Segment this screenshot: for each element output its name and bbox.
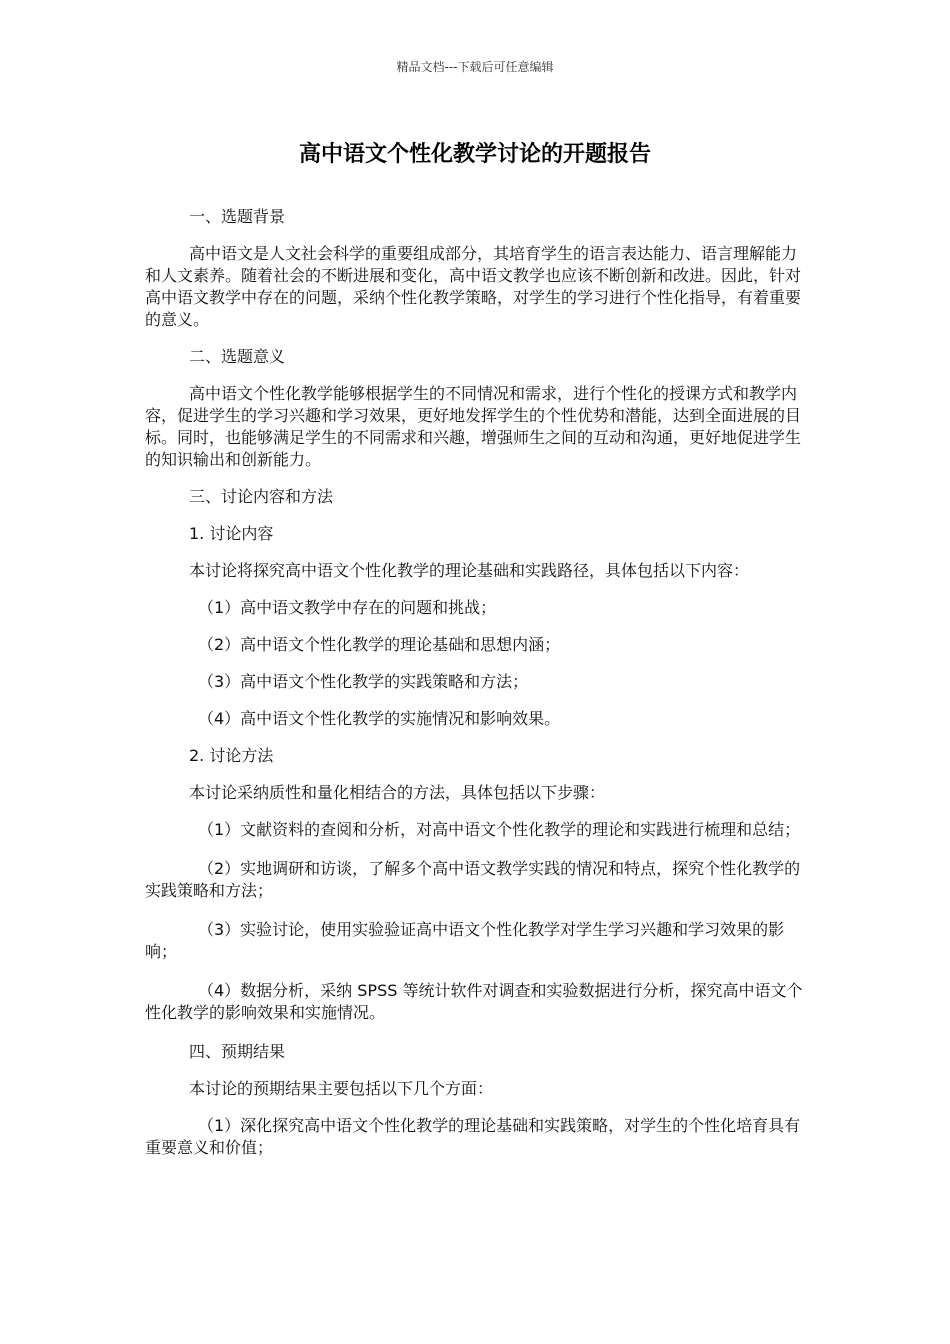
paragraph: 本讨论采纳质性和量化相结合的方法，具体包括以下步骤：: [189, 783, 606, 802]
subsection-heading: 1. 讨论内容: [189, 524, 274, 543]
paragraph: 本讨论将探究高中语文个性化教学的理论基础和实践路径，具体包括以下内容：: [189, 561, 750, 580]
list-item: （3）高中语文个性化教学的实践策略和方法；: [198, 672, 529, 691]
list-item: （1）高中语文教学中存在的问题和挑战；: [198, 598, 497, 617]
section-heading: 二、选题意义: [189, 347, 286, 366]
section-heading: 一、选题背景: [189, 207, 286, 226]
list-item: （4）高中语文个性化教学的实施情况和影响效果。: [198, 709, 561, 728]
paragraph: 高中语文是人文社会科学的重要组成部分，其培育学生的语言表达能力、语言理解能力和人文素养。随着社会的不断进展和变化，高中语文教学也应该不断创新和改进。因此，针对高中语文教学中存在的问题，采纳个性化教学策略，对学生的学习进行个性化指导，有着重要的意义。: [145, 244, 802, 329]
page-header: 精品文档---下载后可任意编辑: [396, 60, 554, 74]
document-title: 高中语文个性化教学讨论的开题报告: [298, 142, 651, 167]
subsection-heading: 2. 讨论方法: [189, 746, 274, 765]
list-item: （3）实验讨论，使用实验验证高中语文个性化教学对学生学习兴趣和学习效果的影响；: [145, 920, 785, 961]
section-heading: 四、预期结果: [189, 1042, 286, 1061]
list-item: （4）数据分析，采纳 SPSS 等统计软件对调查和实验数据进行分析，探究高中语文个性化教学的影响效果和实施情况。: [145, 981, 803, 1022]
list-item: （1）文献资料的查阅和分析，对高中语文个性化教学的理论和实践进行梳理和总结；: [198, 820, 801, 839]
section-heading: 三、讨论内容和方法: [189, 487, 334, 506]
list-item: （2）实地调研和访谈，了解多个高中语文教学实践的情况和特点，探究个性化教学的实践策略和方法；: [145, 859, 801, 900]
paragraph: 本讨论的预期结果主要包括以下几个方面：: [189, 1079, 494, 1098]
list-item: （2）高中语文个性化教学的理论基础和思想内涵；: [198, 635, 561, 654]
document-body: [145, 206, 805, 1176]
paragraph: 高中语文个性化教学能够根据学生的不同情况和需求，进行个性化的授课方式和教学内容，促进学生的学习兴趣和学习效果，更好地发挥学生的个性优势和潜能，达到全面进展的目标。同时，也能够满足学生的不同需求和兴趣，增强师生之间的互动和沟通，更好地促进学生的知识输出和创新能力。: [145, 384, 802, 469]
list-item: （1）深化探究高中语文个性化教学的理论基础和实践策略，对学生的个性化培育具有重要意义和价值；: [145, 1116, 801, 1157]
